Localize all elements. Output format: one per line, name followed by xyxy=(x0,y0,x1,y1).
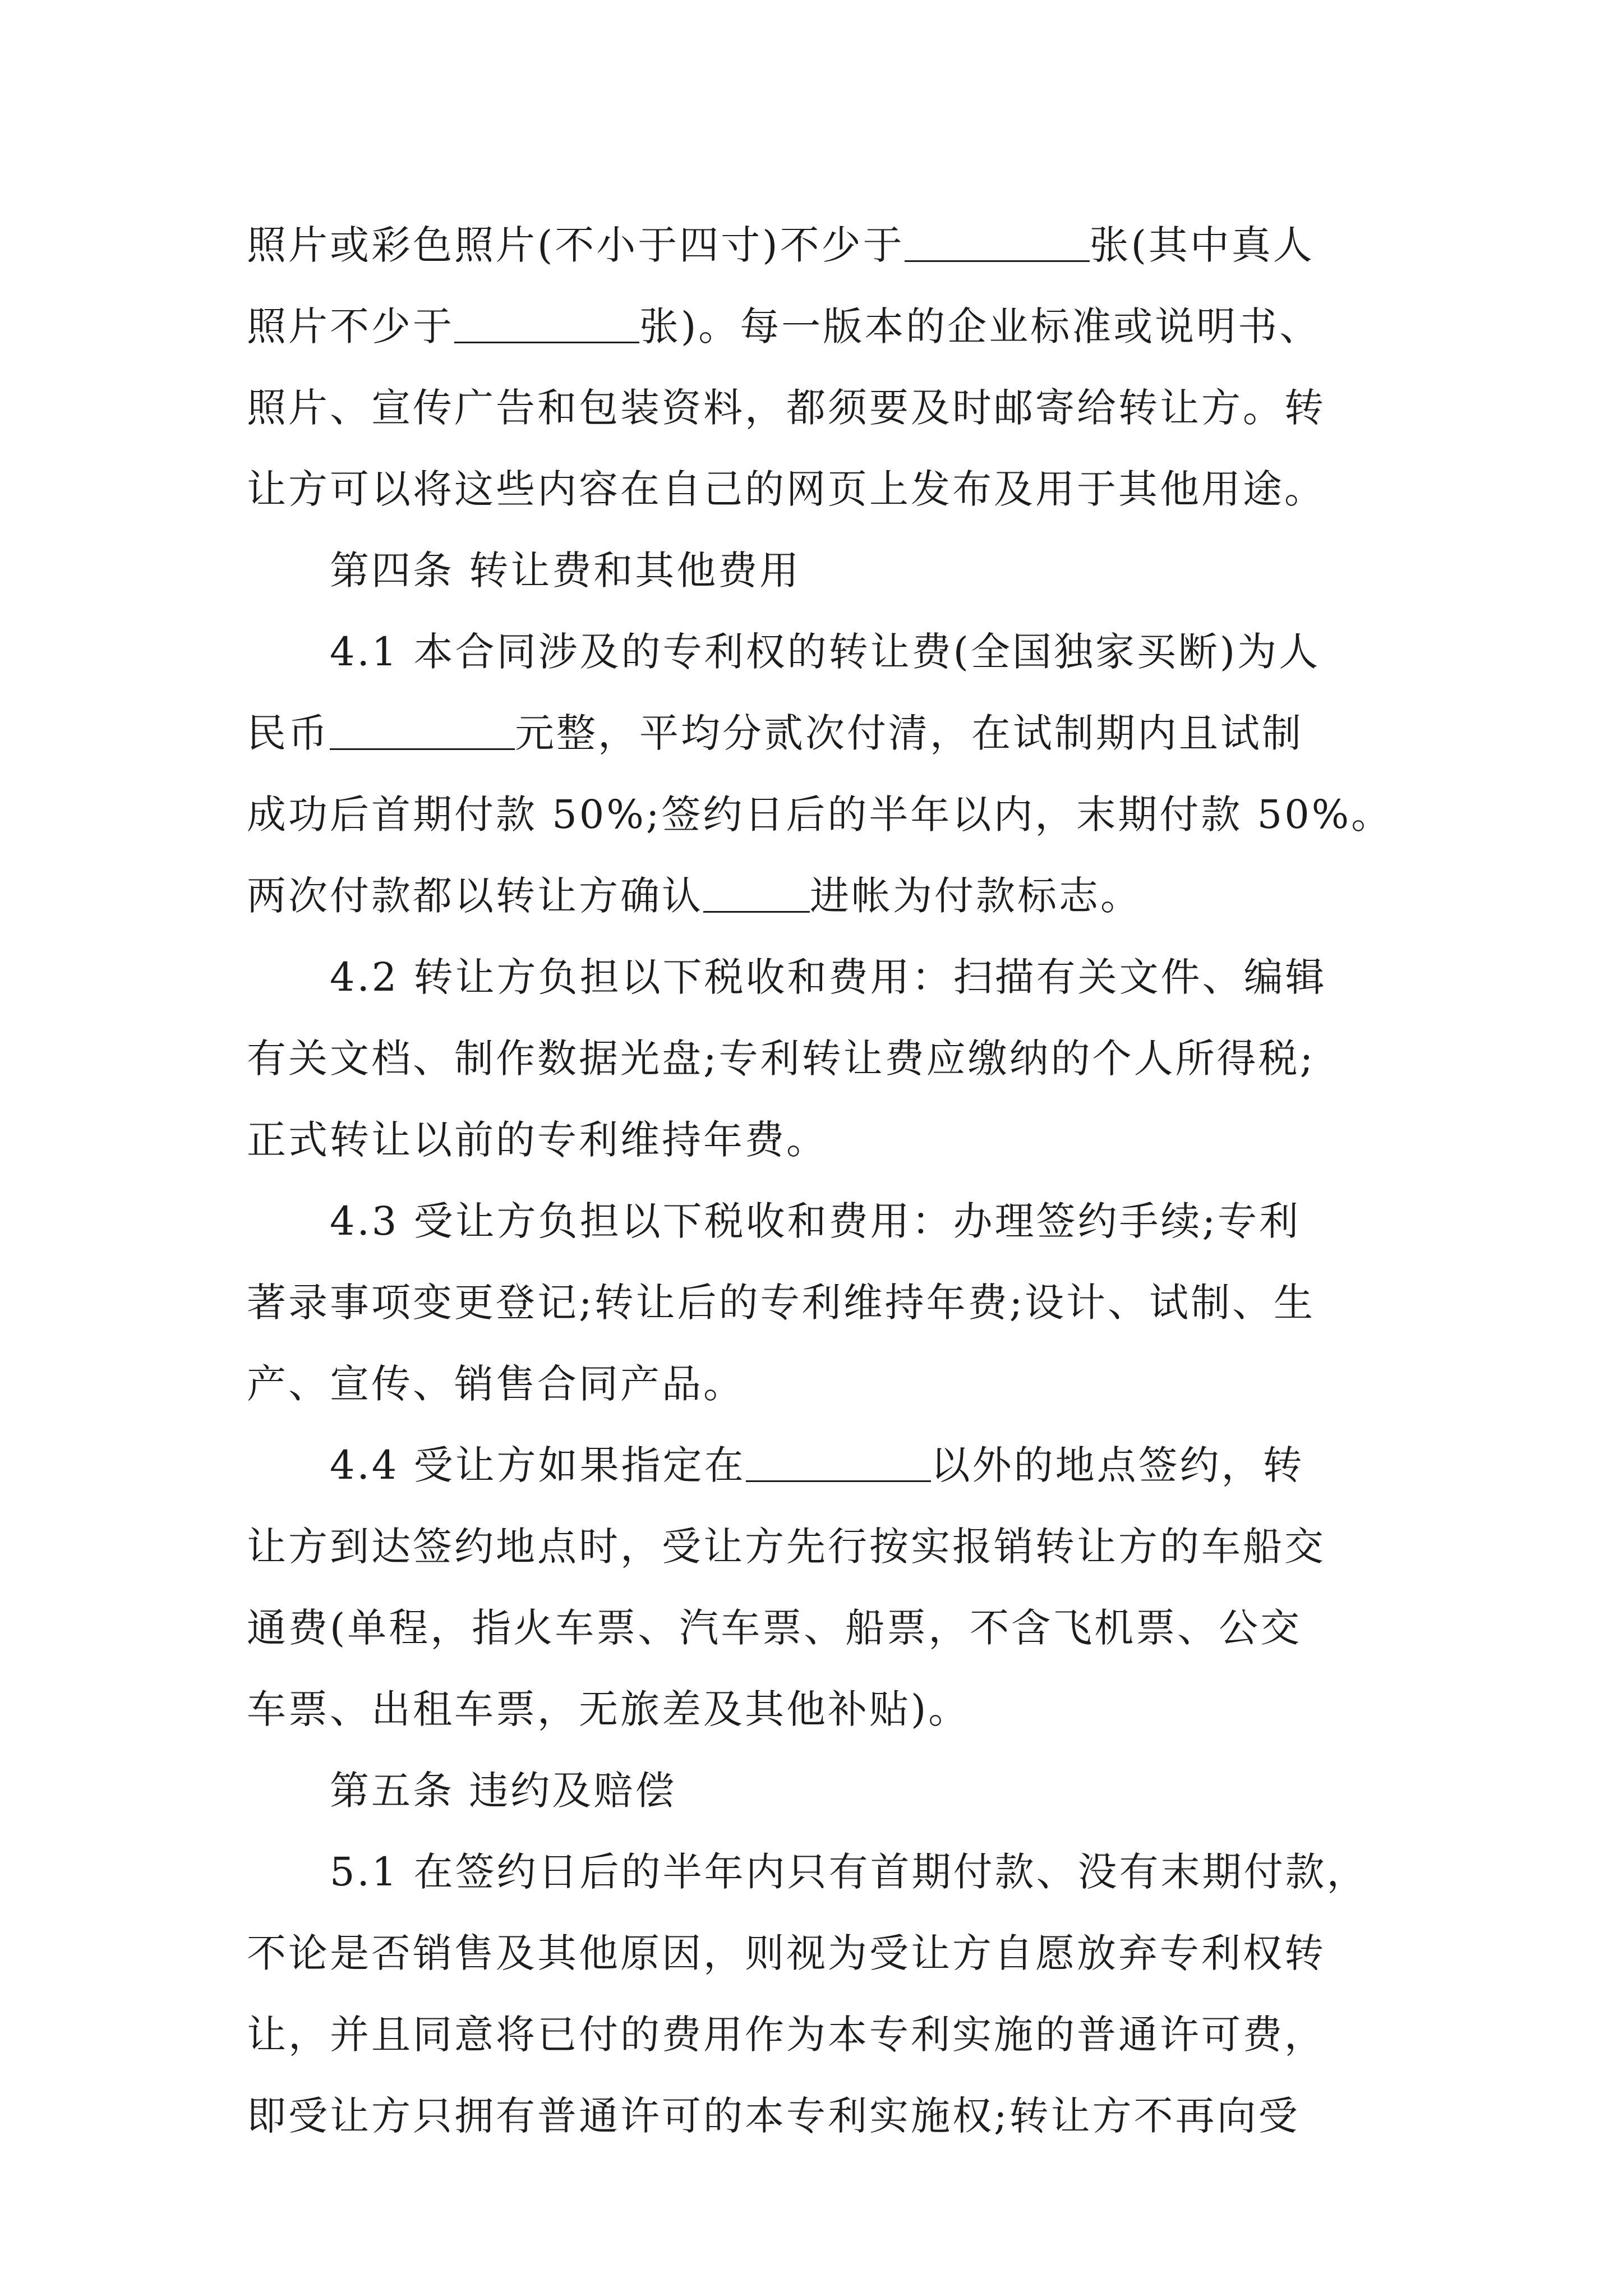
clause-5-1 xyxy=(247,1832,1391,2157)
text-line: 照片、宣传广告和包装资料，都须要及时邮寄给转让方。转 xyxy=(247,385,1326,431)
article-4-heading xyxy=(247,530,1391,611)
text-line: 4.2 转让方负担以下税收和费用：扫描有关文件、编辑 xyxy=(330,954,1327,1000)
text-segment: 张)。每一版本的企业标准或说明书、 xyxy=(639,303,1321,349)
document-body xyxy=(247,205,1391,2157)
text-line: 成功后首期付款 50%;签约日后的半年以内，末期付款 50%。 xyxy=(247,792,1393,838)
fill-in-blank-amount xyxy=(330,709,515,750)
text-segment: 张(其中真人 xyxy=(1089,222,1315,268)
text-segment: 元整，平均分贰次付清，在试制期内且试制 xyxy=(515,710,1303,756)
text-line: 让方可以将这些内容在自己的网页上发布及用于其他用途。 xyxy=(247,466,1326,512)
text-segment: 进帐为付款标志。 xyxy=(810,873,1142,919)
text-line: 4.3 受让方负担以下税收和费用：办理签约手续;专利 xyxy=(330,1198,1301,1244)
text-line: 正式转让以前的专利维持年费。 xyxy=(247,1117,828,1163)
text-line: 车票、出租车票，无旅差及其他补贴)。 xyxy=(247,1686,970,1732)
clause-4-1 xyxy=(247,611,1391,937)
text-line: 著录事项变更登记;转让后的专利维持年费;设计、试制、生 xyxy=(247,1280,1316,1326)
text-line xyxy=(247,1425,1391,1506)
text-segment: 照片或彩色照片(不小于四寸)不少于 xyxy=(247,222,905,268)
text-line xyxy=(247,855,1391,937)
fill-in-blank-real-photo-count xyxy=(454,302,639,343)
text-segment: 4.4 受让方如果指定在 xyxy=(330,1442,746,1488)
text-line: 让，并且同意将已付的费用作为本专利实施的普通许可费， xyxy=(247,2012,1326,2058)
fill-in-blank-confirm xyxy=(703,872,810,913)
text-segment: 两次付款都以转让方确认 xyxy=(247,873,703,919)
text-line: 5.1 在签约日后的半年内只有首期付款、没有末期付款， xyxy=(330,1849,1368,1895)
heading-text: 第四条 转让费和其他费用 xyxy=(330,547,801,593)
text-segment: 照片不少于 xyxy=(247,303,454,349)
text-line xyxy=(247,693,1391,774)
clause-4-2 xyxy=(247,937,1391,1181)
text-line: 不论是否销售及其他原因，则视为受让方自愿放弃专利权转 xyxy=(247,1930,1326,1976)
fill-in-blank-location xyxy=(746,1441,931,1482)
text-segment: 以外的地点签约，转 xyxy=(930,1442,1304,1488)
text-line: 即受让方只拥有普通许可的本专利实施权;转让方不再向受 xyxy=(247,2093,1300,2139)
text-line xyxy=(247,205,1391,286)
text-line xyxy=(247,286,1391,367)
text-line: 有关文档、制作数据光盘;专利转让费应缴纳的个人所得税; xyxy=(247,1036,1316,1082)
text-segment: 民币 xyxy=(247,710,330,756)
text-line: 让方到达签约地点时，受让方先行按实报销转让方的车船交 xyxy=(247,1524,1326,1570)
text-line: 4.1 本合同涉及的专利权的转让费(全国独家买断)为人 xyxy=(330,629,1321,675)
paragraph-materials xyxy=(247,205,1391,530)
heading-text: 第五条 违约及赔偿 xyxy=(330,1768,677,1814)
clause-4-3 xyxy=(247,1181,1391,1425)
clause-4-4 xyxy=(247,1425,1391,1750)
text-line: 通费(单程，指火车票、汽车票、船票，不含飞机票、公交 xyxy=(247,1605,1302,1651)
text-line: 产、宣传、销售合同产品。 xyxy=(247,1361,745,1407)
article-5-heading xyxy=(247,1750,1391,1832)
fill-in-blank-photo-count xyxy=(905,221,1090,262)
